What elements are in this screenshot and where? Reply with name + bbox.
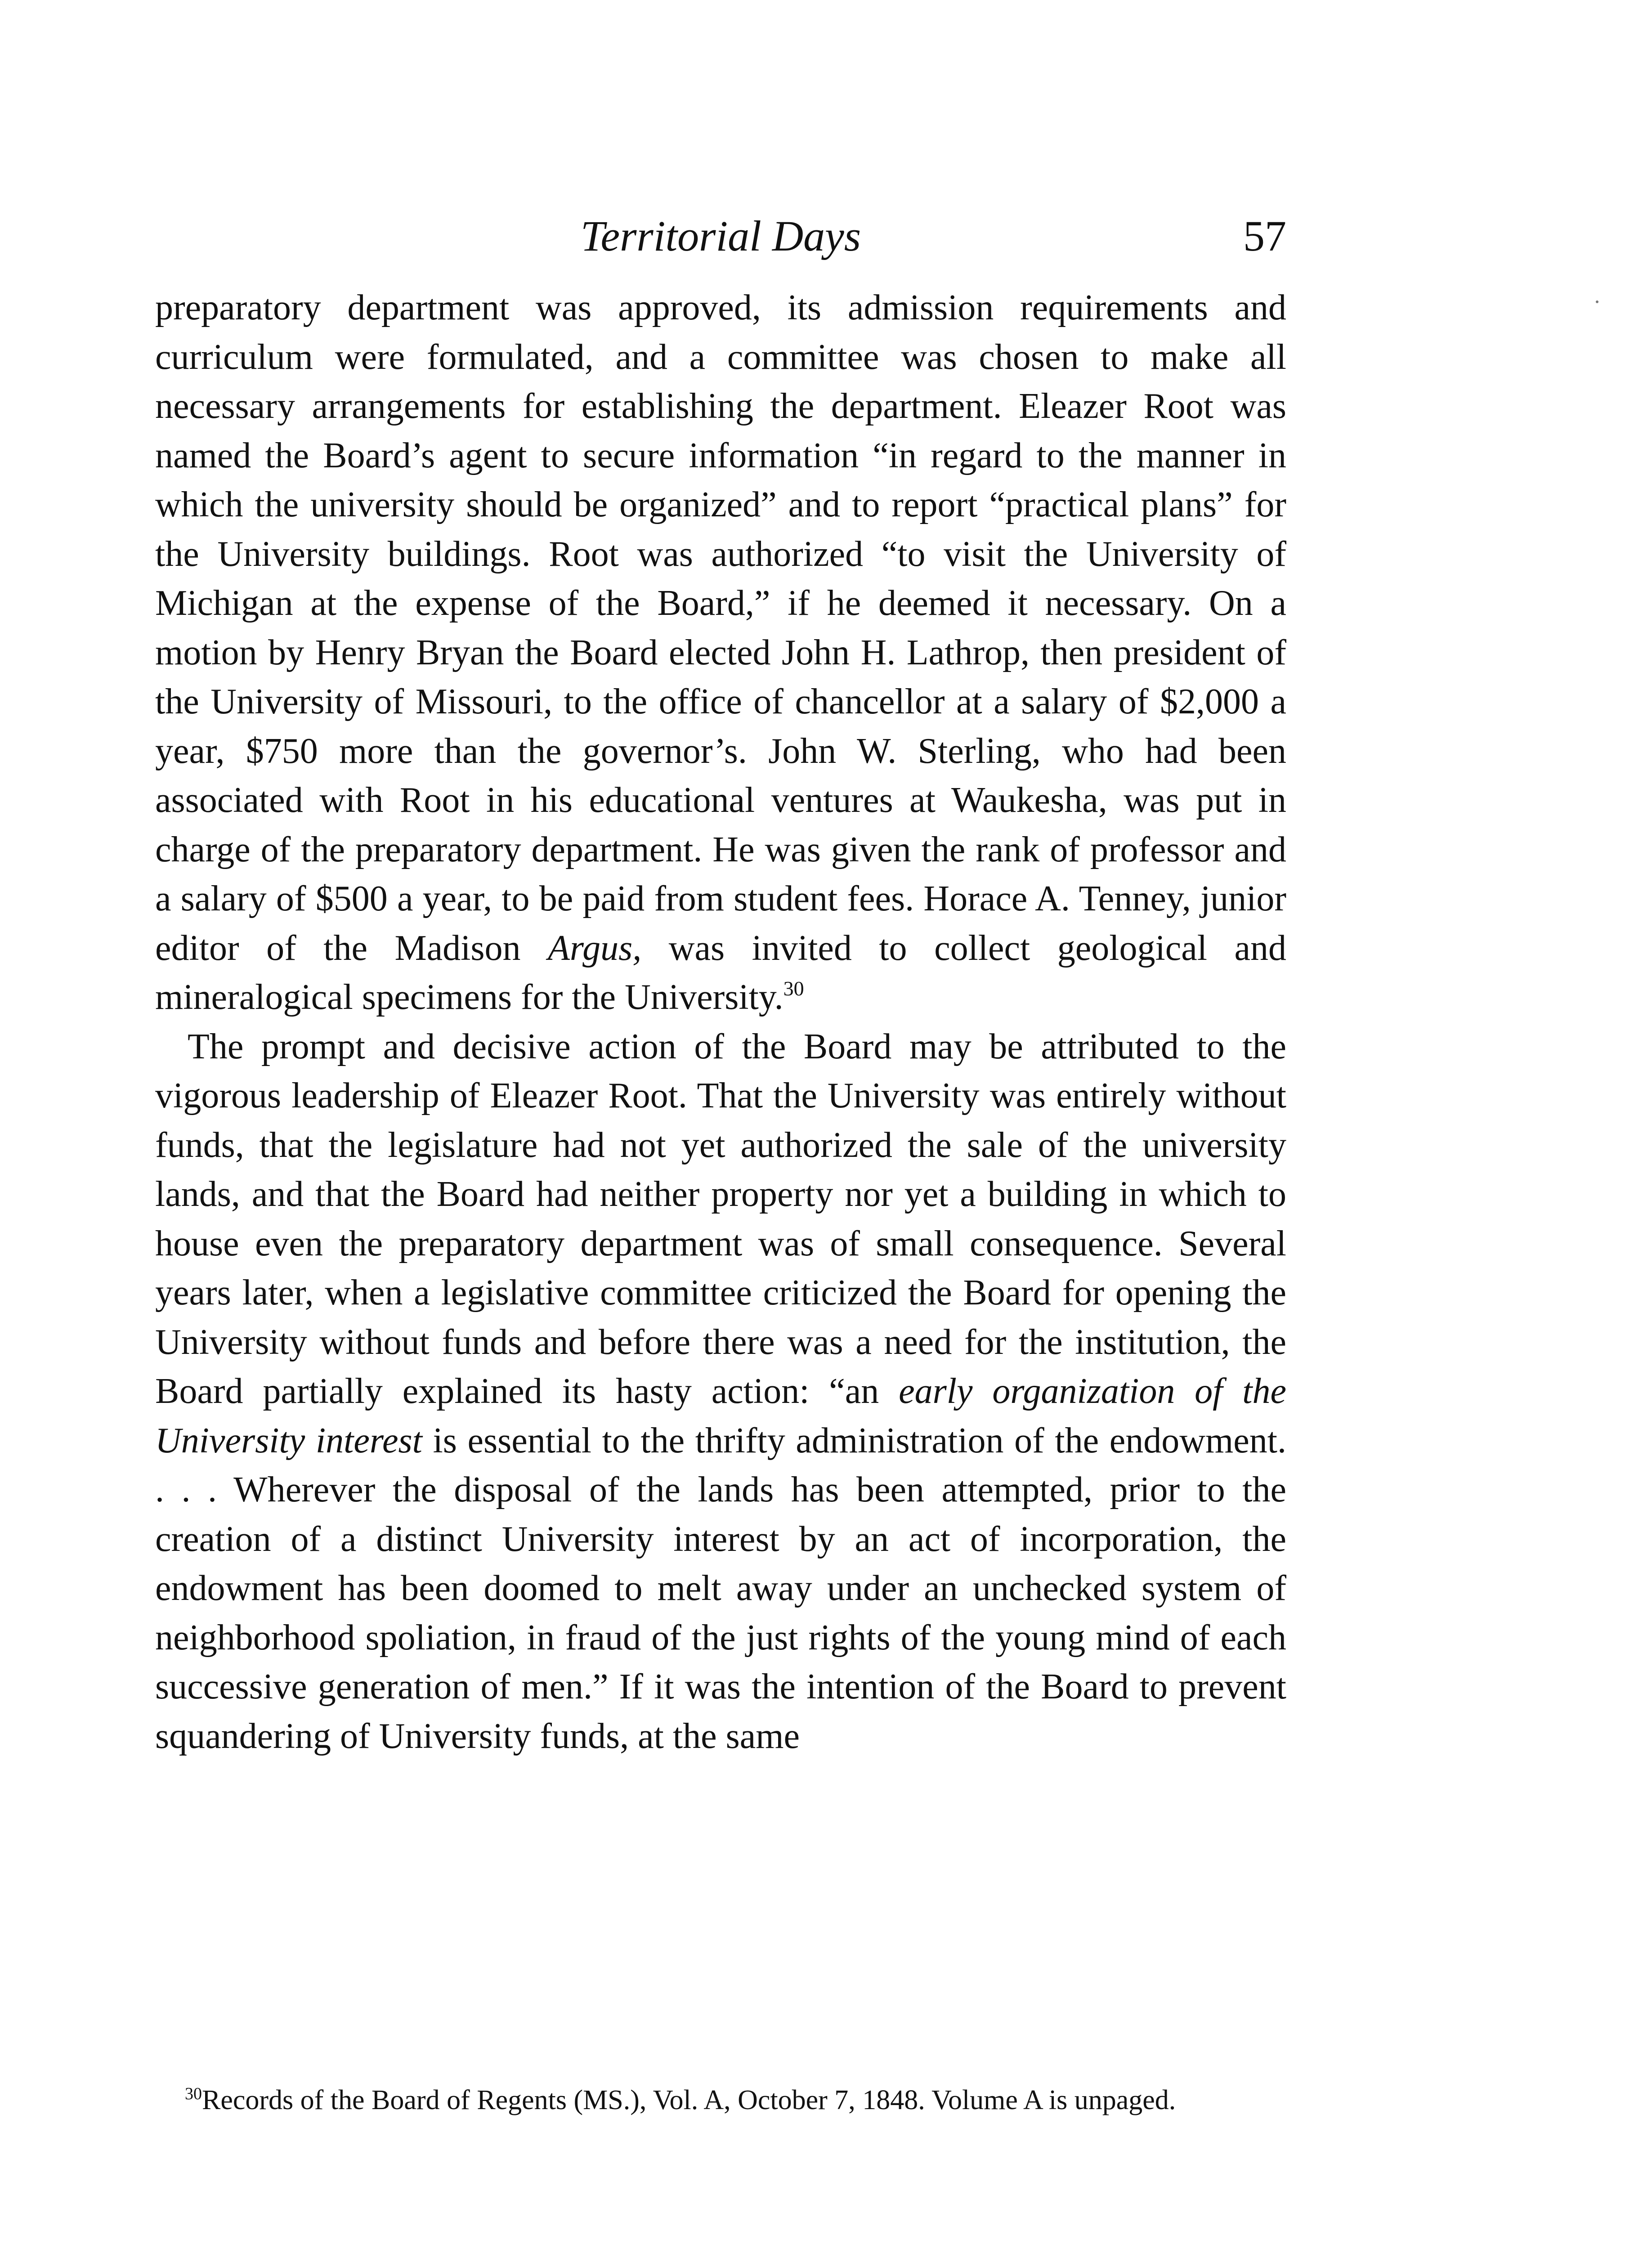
footnote-mark: 30 (185, 2084, 202, 2103)
footnote-text: Records of the Board of Regents (MS.), Vol. A, October 7, 1848. Volume A is unpaged. (202, 2085, 1176, 2115)
page-number: 57 (1243, 212, 1286, 260)
footnote-reference[interactable]: 30 (783, 977, 804, 1000)
footnote (155, 2082, 1286, 2119)
paragraph (155, 283, 1286, 1022)
paragraph-text: is essential to the thrifty administration of the endowment. . . . Wherever the disposal of the lands has been attempted, prior to the creation of a distinct University interest by an act of incorporation, the endowment has been doomed to melt away under an unchecked system of neighborhood spoliation, in fraud of the just rights of the young mind of each successive generation of men.” If it was the intention of the Board to prevent squandering of University funds, at the same (155, 1420, 1286, 1756)
paragraph-text: was invited to collect geological and mineralogical specimens for the University. (155, 928, 1287, 1017)
main-text (155, 283, 1286, 1761)
italic-text: Argus, (548, 928, 642, 968)
running-head: Territorial Days (580, 212, 861, 260)
paper-speck (1596, 300, 1598, 303)
page-header (155, 205, 1286, 268)
paragraph-text: preparatory department was approved, its admission requirements and curriculum were formulated, and a committee was chosen to make all necessary arrangements for establishing the department. Eleazer Root was named the Board’s agent to secure information “in regard to the manner in which the university should be organized” and to report “practical plans” for the University buildings. Root was authorized “to visit the University of Michigan at the expense of the Board,” if he deemed it necessary. On a motion by Henry Bryan the Board elected John H. Lathrop, then president of the University of Missouri, to the office of chancellor at a salary of $2,000 a year, $750 more than the governor’s. John W. Sterling, who had been associated with Root in his educational ventures at Waukesha, was put in charge of the preparatory department. He was given the rank of professor and a salary of $500 a year, to be paid from student fees. Horace A. Tenney, junior editor of the Madison (155, 288, 1286, 968)
paragraph (155, 1022, 1286, 1761)
paragraph-text: The prompt and decisive action of the Board may be attributed to the vigorous leadership of Eleazer Root. That the University was entirely without funds, that the legislature had not yet authorized the sale of the university lands, and that the Board had neither property nor yet a building in which to house even the preparatory department was of small consequence. Several years later, when a legislative committee criticized the Board for opening the University without funds and before there was a need for the institution, the Board partially explained its hasty action: “an (155, 1026, 1286, 1411)
italic-text: early organization of the University interest (155, 1371, 1286, 1461)
